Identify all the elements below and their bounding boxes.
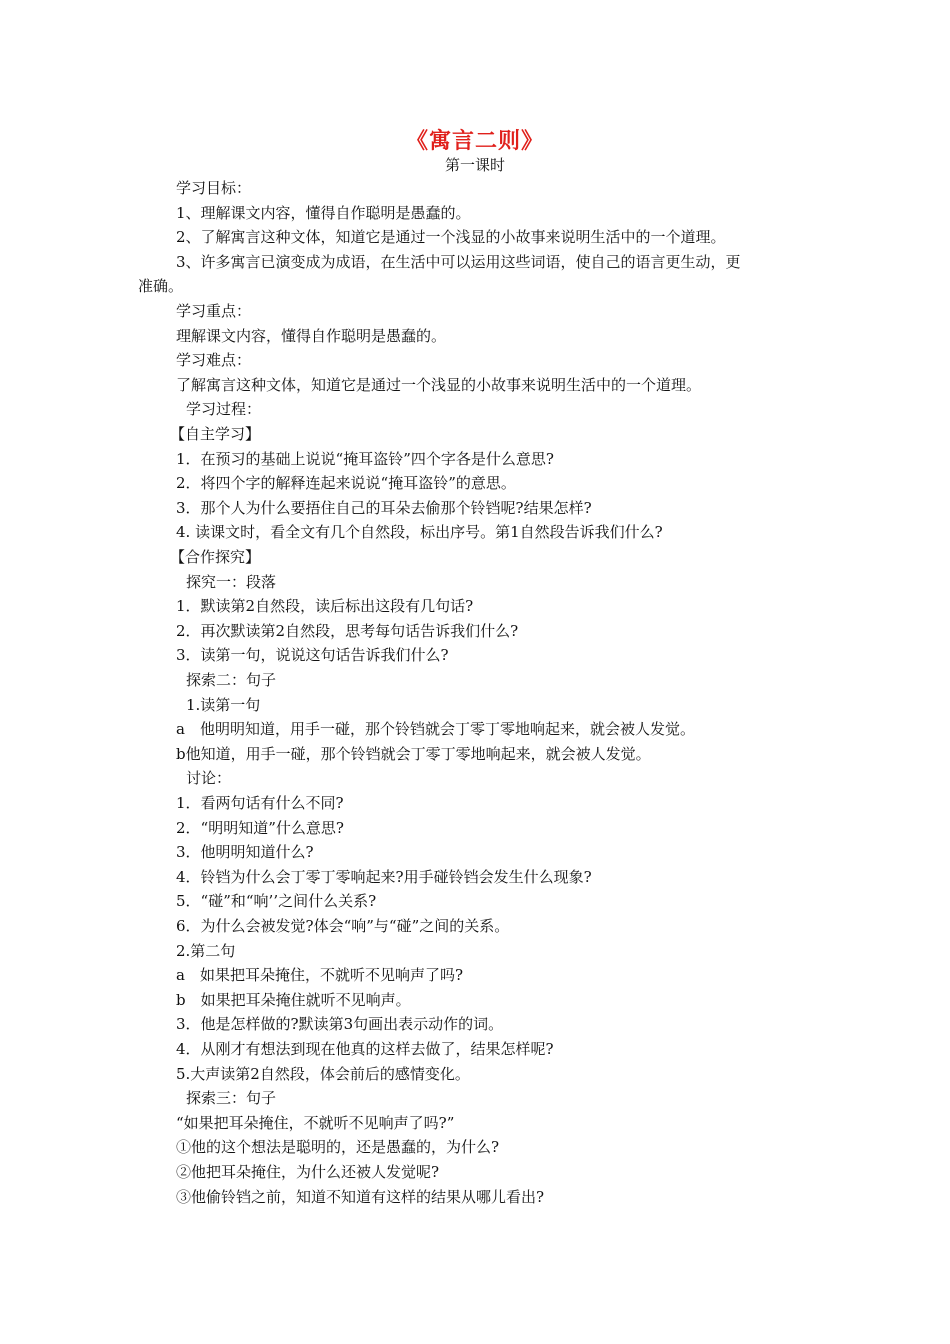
text-line: 了解寓言这种文体，知道它是通过一个浅显的小故事来说明生活中的一个道理。: [176, 375, 702, 394]
text-line: 1.读第一句: [186, 695, 261, 714]
text-line: 3．他是怎样做的?默读第3句画出表示动作的词。: [176, 1015, 504, 1034]
text-line: 5.大声读第2自然段，体会前后的感情变化。: [176, 1064, 470, 1083]
text-line: 学习重点：: [176, 302, 252, 320]
document-title: 《寓言二则》: [405, 128, 544, 154]
text-line: 学习难点：: [176, 351, 252, 370]
text-line: 2．再次默读第2自然段，思考每句话告诉我们什么?: [176, 621, 519, 640]
text-line: 2．将四个字的解释连起来说说“掩耳盗铃”的意思。: [176, 474, 516, 493]
text-line: ①他的这个想法是聪明的，还是愚蠢的，为什么?: [176, 1138, 500, 1157]
text-line: ③他偷铃铛之前，知道不知道有这样的结果从哪儿看出?: [176, 1187, 545, 1206]
text-line: 【合作探究】: [170, 548, 261, 566]
text-line: 3．那个人为什么要捂住自己的耳朵去偷那个铃铛呢?结果怎样?: [176, 498, 592, 517]
text-line: 探究一：段落: [186, 572, 277, 591]
text-line: 4．铃铛为什么会丁零丁零响起来?用手碰铃铛会发生什么现象?: [176, 867, 592, 886]
text-line: 4. 读课文时，看全文有几个自然段，标出序号。第1自然段告诉我们什么?: [176, 523, 663, 542]
text-line: 3．他明明知道什么?: [176, 843, 314, 862]
text-line: 学习目标：: [176, 179, 252, 197]
text-line: 2.第二句: [176, 941, 236, 960]
document-subtitle: 第一课时: [444, 156, 505, 174]
text-line: 4．从刚才有想法到现在他真的这样去做了，结果怎样呢?: [176, 1040, 554, 1058]
text-line: 1、理解课文内容，懂得自作聪明是愚蠢的。: [176, 203, 471, 222]
text-line: 1．在预习的基础上说说“掩耳盗铃”四个字各是什么意思?: [176, 449, 554, 468]
text-line: 学习过程：: [186, 400, 262, 419]
text-line: ②他把耳朵掩住，为什么还被人发觉呢?: [176, 1163, 440, 1181]
text-line: 6．为什么会被发觉?体会“响”与“碰”之间的关系。: [176, 917, 510, 935]
text-line: 2．“明明知道”什么意思?: [176, 818, 344, 837]
text-line: 讨论：: [186, 769, 232, 788]
text-line: a 他明明知道，用手一碰，那个铃铛就会丁零丁零地响起来，就会被人发觉。: [176, 720, 695, 739]
text-line: b他知道，用手一碰，那个铃铛就会丁零丁零地响起来，就会被人发觉。: [176, 744, 651, 763]
text-line: 1．看两句话有什么不同?: [176, 794, 344, 812]
text-line: 准确。: [138, 277, 184, 296]
text-line: 3、许多寓言已演变成为成语，在生活中可以运用这些词语，使自己的语言更生动，更: [176, 252, 741, 271]
text-line: 5．“碰”和“响’’之间什么关系?: [176, 892, 377, 911]
text-line: 探索三：句子: [186, 1089, 277, 1108]
text-line: 探索二：句子: [186, 671, 277, 689]
text-line: 【自主学习】: [170, 425, 261, 443]
text-line: a 如果把耳朵掩住，不就听不见响声了吗?: [176, 966, 463, 985]
text-line: 2、了解寓言这种文体，知道它是通过一个浅显的小故事来说明生活中的一个道理。: [176, 228, 726, 247]
text-line: “如果把耳朵掩住，不就听不见响声了吗?”: [176, 1113, 455, 1132]
text-line: 理解课文内容，懂得自作聪明是愚蠢的。: [176, 326, 447, 345]
text-line: b 如果把耳朵掩住就听不见响声。: [176, 990, 411, 1009]
text-line: 3．读第一句，说说这句话告诉我们什么?: [176, 646, 449, 665]
text-line: 1．默读第2自然段，读后标出这段有几句话?: [176, 597, 474, 616]
